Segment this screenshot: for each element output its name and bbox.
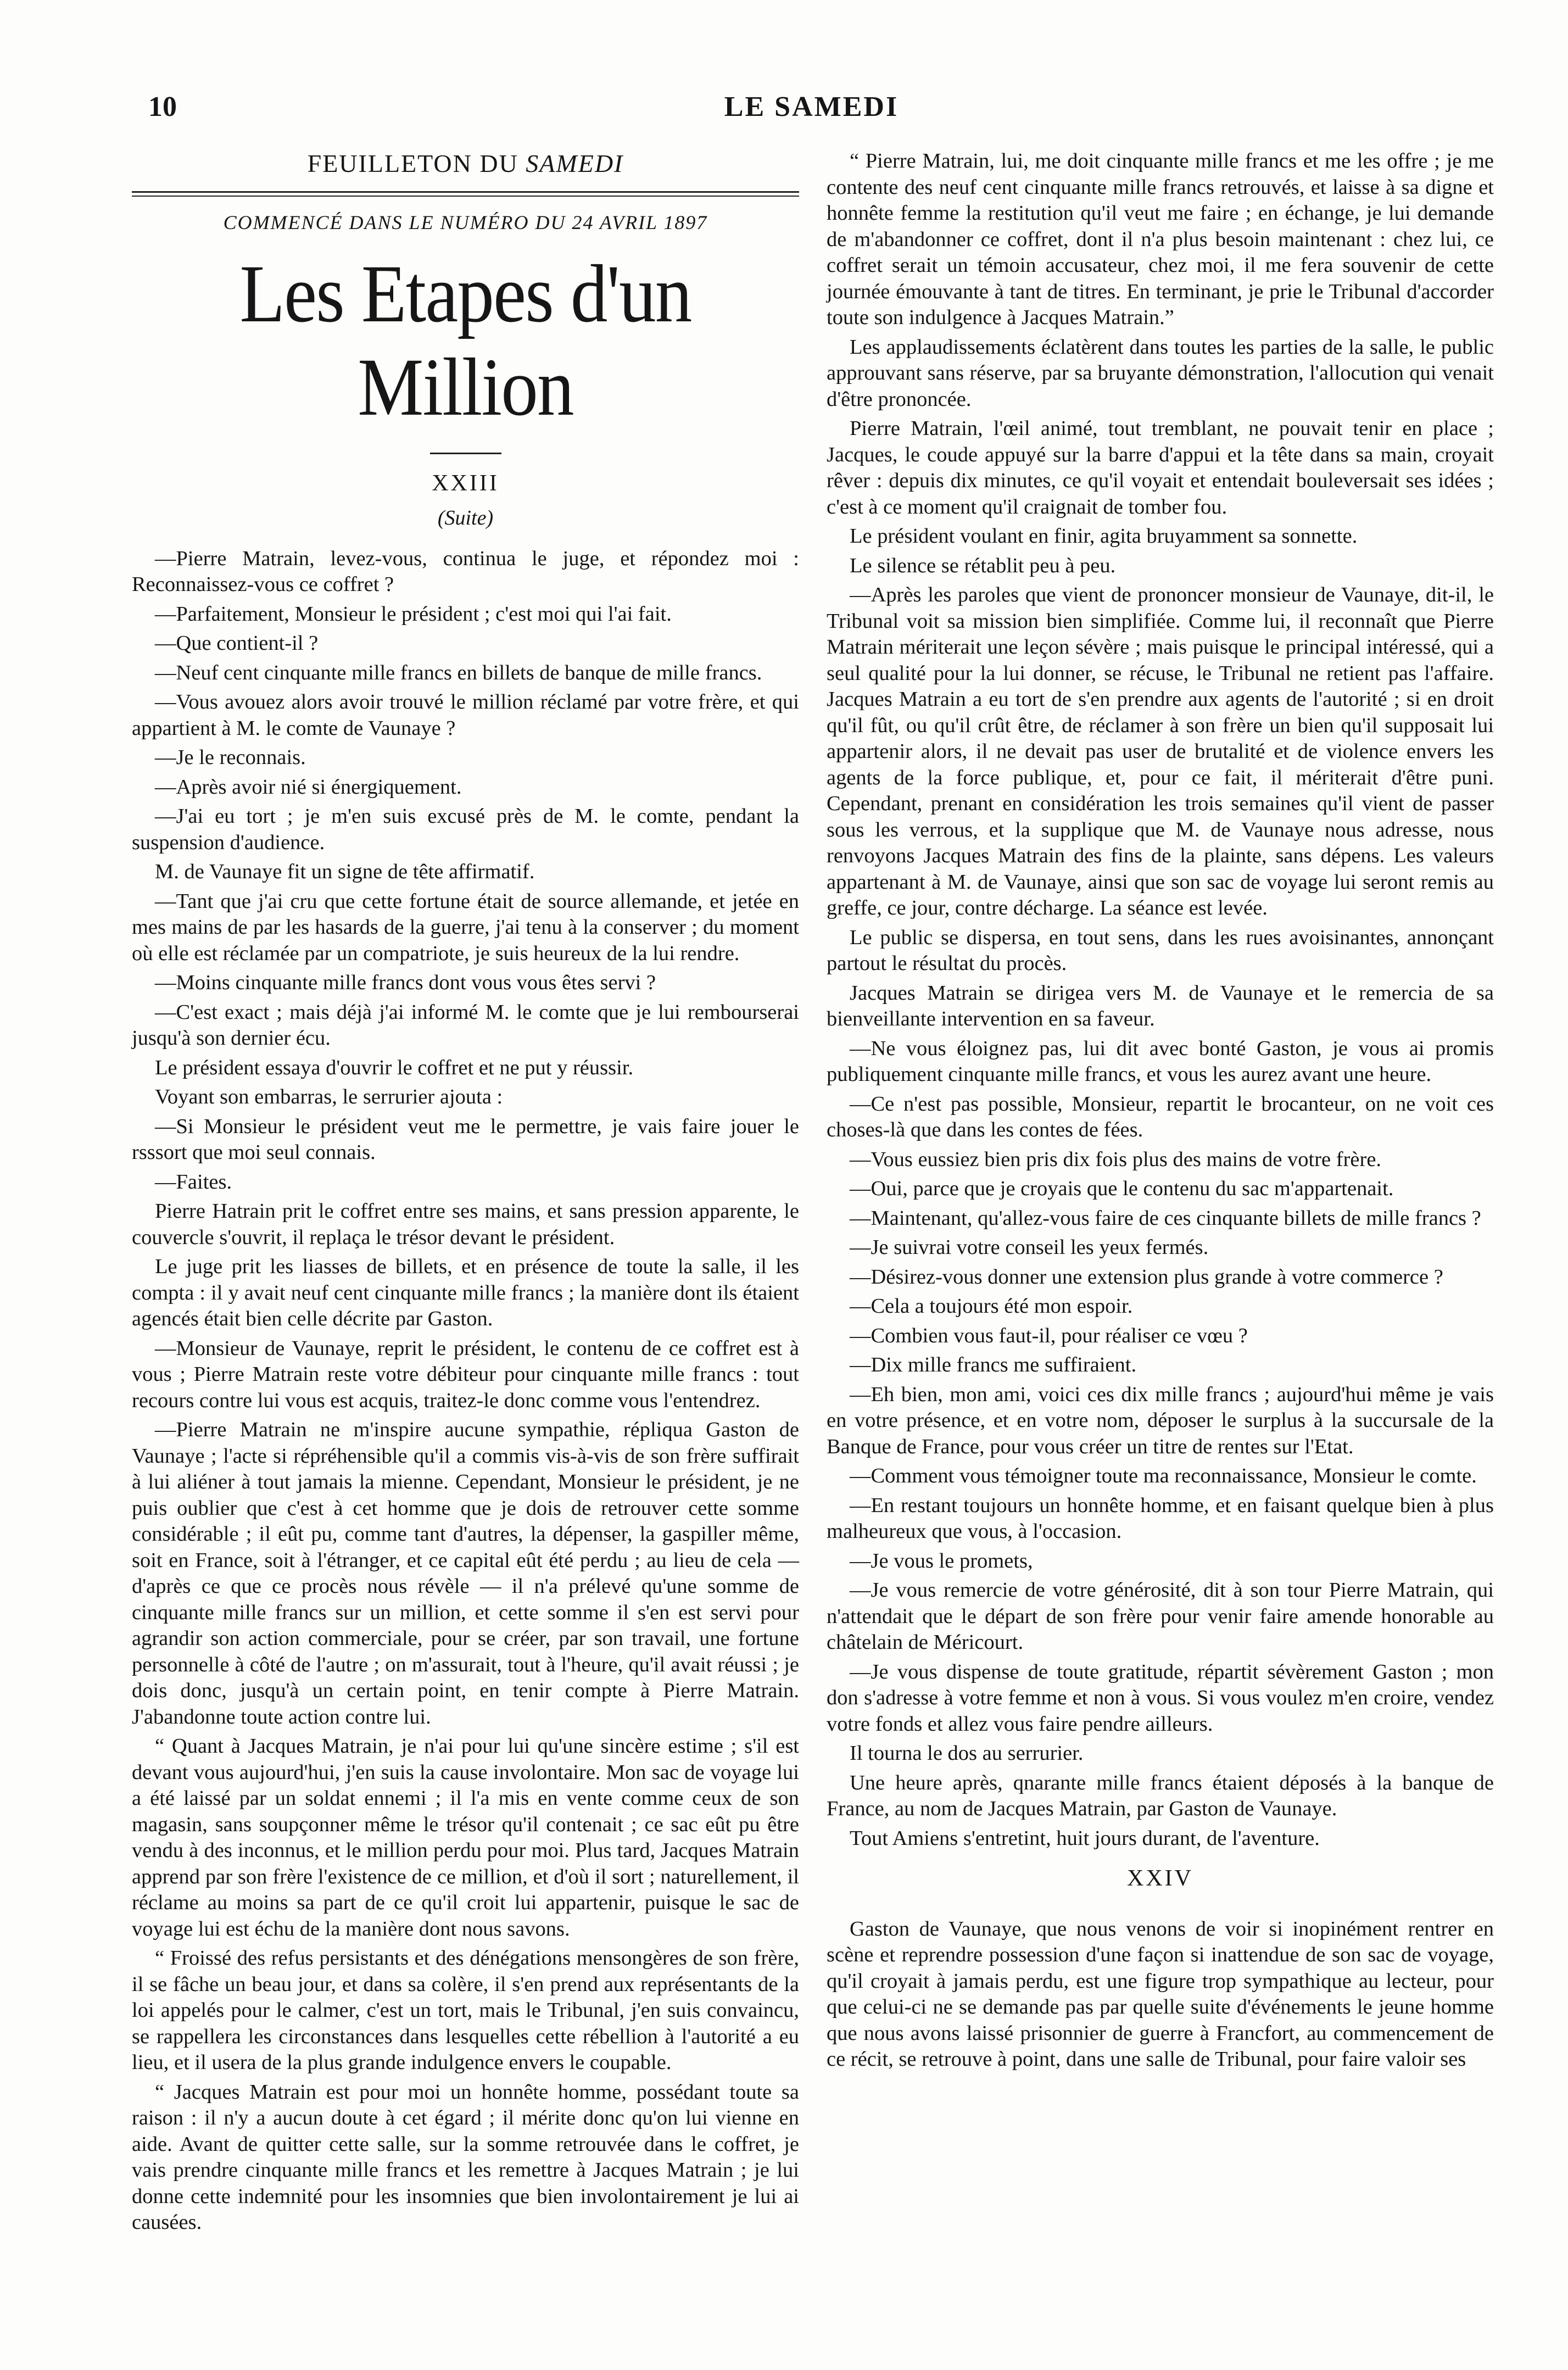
- paragraph: —Je suivrai votre conseil les yeux fermés.: [850, 1236, 1209, 1259]
- right-body-text-continued: [827, 1916, 1494, 2073]
- paragraph: “ Jacques Matrain est pour moi un honnête homme, possédant toute sa raison : il n'y a aucun doute à cet égard ; il mérite donc qu'on lui vienne en aide. Avant de quitter cette salle, sur la somme retrouvée dans le coffret, je vais prendre cinquante mille francs et les remettre à Jacques Matrain ; je lui donne cette indemnité pour les insomnies que bien involontairement je lui ai causées.: [132, 2080, 799, 2234]
- running-title: LE SAMEDI: [724, 91, 899, 122]
- paragraph: Il tourna le dos au serrurier.: [850, 1742, 1084, 1765]
- paragraph: Une heure après, qnarante mille francs étaient déposés à la banque de France, au nom de Jacques Matrain, par Gaston de Vaunaye.: [827, 1771, 1494, 1820]
- paragraph: —Dix mille francs me suffiraient.: [850, 1353, 1137, 1376]
- paragraph: Les applaudissements éclatèrent dans toutes les parties de la salle, le public approuvant sans réserve, par sa bruyante démonstration, l'allocution qui venait d'être prononcée.: [827, 335, 1494, 411]
- paragraph: Jacques Matrain se dirigea vers M. de Vaunaye et le remercia de sa bienveillante intervention en sa faveur.: [827, 981, 1494, 1030]
- paragraph: —En restant toujours un honnête homme, et en faisant quelque bien à plus malheureux que vous, à l'occasion.: [827, 1493, 1494, 1543]
- paragraph: Gaston de Vaunaye, que nous venons de voir si inopinément rentrer en scène et reprendre possession d'une façon si inattendue de son sac de voyage, qu'il croyait à jamais perdu, est une figure trop sympathique au lecteur, pour que celui-ci ne se demande pas par quelle suite d'événements le jeune homme que nous avons laissé prisonnier de guerre à Francfort, au commencement de ce récit, se retrouve à point, dans une salle de Tribunal, pour faire valoir ses: [827, 1917, 1494, 2071]
- paragraph: —Ce n'est pas possible, Monsieur, repartit le brocanteur, on ne voit ces choses-là que dans les contes de fées.: [827, 1092, 1494, 1141]
- feuilleton-heading: [132, 148, 799, 179]
- paragraph: —Je vous remercie de votre générosité, dit à son tour Pierre Matrain, qui n'attendait que le départ de son frère pour venir faire amende honorable au châtelain de Méricourt.: [827, 1579, 1494, 1654]
- paragraph: —Comment vous témoigner toute ma reconnaissance, Monsieur le comte.: [850, 1464, 1477, 1487]
- paragraph: —J'ai eu tort ; je m'en suis excusé près de M. le comte, pendant la suspension d'audience.: [132, 805, 799, 854]
- paragraph: Le silence se rétablit peu à peu.: [850, 554, 1116, 577]
- paragraph: —Pierre Matrain ne m'inspire aucune sympathie, répliqua Gaston de Vaunaye ; l'acte si répréhensible qu'il a commis vis-à-vis de son frère suffirait à lui aliéner à tout jamais la mienne. Cependant, Monsieur le président, je ne puis oublier que c'est à cet homme que je dois de retrouver cette somme considérable ; il eût pu, comme tant d'autres, la dépenser, la gaspiller même, soit en France, soit à l'étranger, et ce capital eût été perdu ; au lieu de cela — d'après ce que ce procès nous révèle — il n'a prélevé qu'une somme de cinquante mille francs sur un million, et cette somme il s'en est servi pour agrandir son action commerciale, pour se créer, par son travail, une fortune personnelle à côté de l'autre ; on m'assurait, tout à l'heure, qu'il avait réussi ; je dois donc, jusqu'à un certain point, en tenir compte à Pierre Matrain. J'abandonne toute action contre lui.: [132, 1418, 799, 1728]
- feuilleton-label-word: SAMEDI: [526, 149, 624, 177]
- paragraph: —Si Monsieur le président veut me le permettre, je vais faire jouer le rsssort que moi seul connais.: [132, 1114, 799, 1164]
- feuilleton-label: FEUILLETON DU: [307, 149, 518, 177]
- paragraph: —Parfaitement, Monsieur le président ; c'est moi qui l'ai fait.: [155, 602, 672, 626]
- paragraph: —Après avoir nié si énergiquement.: [155, 775, 462, 799]
- chapter-number: XXIII: [432, 470, 499, 496]
- paragraph: —Cela a toujours été mon espoir.: [850, 1295, 1133, 1318]
- page-number: 10: [148, 91, 177, 122]
- paragraph: —Ne vous éloignez pas, lui dit avec bonté Gaston, je vous ai promis publiquement cinquante mille francs, et vous les aurez avant une heure.: [827, 1036, 1494, 1086]
- paragraph: “ Froissé des refus persistants et des dénégations mensongères de son frère, il se fâche un beau jour, et dans sa colère, il s'en prend aux représentants de la loi appelés pour le calmer, c'est un tort, mais le Tribunal, j'en suis convaincu, se rappellera les circonstances dans lesquelles cette rébellion à l'autorité a eu lieu, et il usera de la plus grande indulgence envers le coupable.: [132, 1947, 799, 2074]
- paragraph: —Eh bien, mon ami, voici ces dix mille francs ; aujourd'hui même je vais en votre présence, et en votre nom, déposer le surplus à la succursale de la Banque de France, pour vous créer un titre de rentes sur l'Etat.: [827, 1382, 1494, 1458]
- paragraph: —Que contient-il ?: [155, 632, 319, 655]
- paragraph: —Pierre Matrain, levez-vous, continua le juge, et répondez moi : Reconnaissez-vous ce coffret ?: [132, 547, 799, 596]
- paragraph: —Vous avouez alors avoir trouvé le million réclamé par votre frère, et qui appartient à M. le comte de Vaunaye ?: [132, 690, 799, 740]
- paragraph: “ Pierre Matrain, lui, me doit cinquante mille francs et me les offre ; je me contente des neuf cent cinquante mille francs retrouvés, et laisse à sa digne et honnête femme la restitution qu'il veut me faire ; en échange, je lui demande de m'abandonner ce coffret, dont il n'a plus besoin maintenant : chez lui, ce coffret serait un témoin accusateur, chez moi, il me fera souvenir de cette journée émouvante à tant de titres. En terminant, je prie le Tribunal d'accorder toute son indulgence à Jacques Matrain.”: [827, 149, 1494, 329]
- paragraph: Pierre Hatrain prit le coffret entre ses mains, et sans pression apparente, le couvercle s'ouvrit, il replaça le trésor devant le président.: [132, 1200, 799, 1249]
- paragraph: —Après les paroles que vient de prononcer monsieur de Vaunaye, dit-il, le Tribunal voit sa mission bien simplifiée. Comme lui, il reconnaît que Pierre Matrain mériterait une leçon sévère ; mais puisque le principal intéressé, qui a seul qualité pour la lui donner, se récuse, le Tribunal ne retient pas l'affaire. Jacques Matrain a eu tort de s'en prendre aux agents de l'autorité ; si en droit qu'il fût, ou qu'il crût être, de réclamer à son frère un bien qu'il supposait lui appartenir alors, il ne devait pas user de brutalité et de violence envers les agents de la force publique, et, pour ce fait, il mériterait d'être puni. Cependant, prenant en considération les trois semaines qu'il vient de passer sous les verrous, et la supplique que M. de Vaunaye nous adresse, nous renvoyons Jacques Matrain des fins de la plainte, sans dépens. Les valeurs appartenant à M. de Vaunaye, ainsi que son sac de voyage lui seront remis au greffe, ce jour, contre décharge. La séance est levée.: [827, 583, 1494, 919]
- paragraph: Le président essaya d'ouvrir le coffret et ne put y réussir.: [155, 1056, 634, 1079]
- paragraph: —Je vous dispense de toute gratitude, répartit sévèrement Gaston ; mon don s'adresse à votre femme et non à vous. Si vous voulez m'en croire, vendez votre fonds et allez vous faire pendre ailleurs.: [827, 1660, 1494, 1736]
- paragraph: Pierre Matrain, l'œil animé, tout tremblant, ne pouvait tenir en place ; Jacques, le coude appuyé sur la barre d'appui et la tête dans sa main, croyait rêver : depuis dix minutes, ce qu'il voyait et entendait bouleversait ses idées ; c'est à ce moment qu'il craignait de tomber fou.: [827, 417, 1494, 518]
- paragraph: —Je vous le promets,: [850, 1549, 1033, 1572]
- paragraph: —Tant que j'ai cru que cette fortune était de source allemande, et jetée en mes mains de par les hasards de la guerre, j'ai tenu à la conserver ; du moment où elle est réclamée par un compatriote, je suis heureux de la lui rendre.: [132, 889, 799, 965]
- paragraph: Le public se dispersa, en tout sens, dans les rues avoisinantes, annonçant partout le résultat du procès.: [827, 925, 1494, 975]
- commence-note: COMMENCÉ DANS LE NUMÉRO DU 24 AVRIL 1897: [223, 211, 708, 233]
- left-column: [132, 148, 799, 2239]
- paragraph: —Je le reconnais.: [155, 746, 306, 769]
- paragraph: Voyant son embarras, le serrurier ajouta :: [155, 1085, 503, 1108]
- right-column: [827, 148, 1494, 2076]
- paragraph: —Neuf cent cinquante mille francs en billets de banque de mille francs.: [155, 661, 762, 684]
- paragraph: —Maintenant, qu'allez-vous faire de ces cinquante billets de mille francs ?: [850, 1206, 1481, 1230]
- paragraph: —Monsieur de Vaunaye, reprit le président, le contenu de ce coffret est à vous ; Pierre Matrain reste votre débiteur pour cinquante mille francs : tout recours contre lui vous est acquis, traitez-le donc comme vous l'entendrez.: [132, 1336, 799, 1412]
- paragraph: Le président voulant en finir, agita bruyamment sa sonnette.: [850, 525, 1358, 548]
- paragraph: —Oui, parce que je croyais que le contenu du sac m'appartenait.: [850, 1177, 1394, 1200]
- paragraph: —Faites.: [155, 1170, 232, 1194]
- paragraph: Le juge prit les liasses de billets, et en présence de toute la salle, il les compta : il y avait neuf cent cinquante mille francs ; la manière dont ils étaient agencés était bien celle décrite par Gaston.: [132, 1255, 799, 1330]
- left-body-text: [132, 546, 799, 2236]
- suite-label: (Suite): [437, 506, 494, 529]
- title-divider: [430, 453, 501, 454]
- paragraph: “ Quant à Jacques Matrain, je n'ai pour lui qu'une sincère estime ; s'il est devant vous aujourd'hui, j'en suis la cause involontaire. Mon sac de voyage lui a été laissé par un soldat ennemi ; il l'a mis en vente comme ceux de son magasin, sans soupçonner même le trésor qu'il contenait ; ce sac eût pu être vendu à des inconnus, et le million perdu pour moi. Plus tard, Jacques Matrain apprend par son frère l'existence de ce million, et d'où il sort ; naturellement, il réclame au moins sa part de ce qu'il croit lui appartenir, puisque le sac de voyage lui est échu de la manière dont nous savons.: [132, 1735, 799, 1940]
- paragraph: M. de Vaunaye fit un signe de tête affirmatif.: [155, 860, 535, 883]
- next-chapter-number: XXIV: [1127, 1866, 1193, 1891]
- right-body-text: [827, 148, 1494, 1852]
- paragraph: —Combien vous faut-il, pour réaliser ce vœu ?: [850, 1324, 1248, 1347]
- double-rule: [132, 191, 799, 197]
- page-header: [148, 91, 1475, 135]
- paragraph: —C'est exact ; mais déjà j'ai informé M. le comte que je lui rembourserai jusqu'à son dernier écu.: [132, 1000, 799, 1050]
- paragraph: —Désirez-vous donner une extension plus grande à votre commerce ?: [850, 1265, 1443, 1289]
- paragraph: —Moins cinquante mille francs dont vous vous êtes servi ?: [155, 971, 656, 994]
- paragraph: —Vous eussiez bien pris dix fois plus des mains de votre frère.: [850, 1147, 1382, 1171]
- paragraph: Tout Amiens s'entretint, huit jours durant, de l'aventure.: [850, 1826, 1320, 1850]
- novel-title: Les Etapes d'un Million: [239, 248, 691, 433]
